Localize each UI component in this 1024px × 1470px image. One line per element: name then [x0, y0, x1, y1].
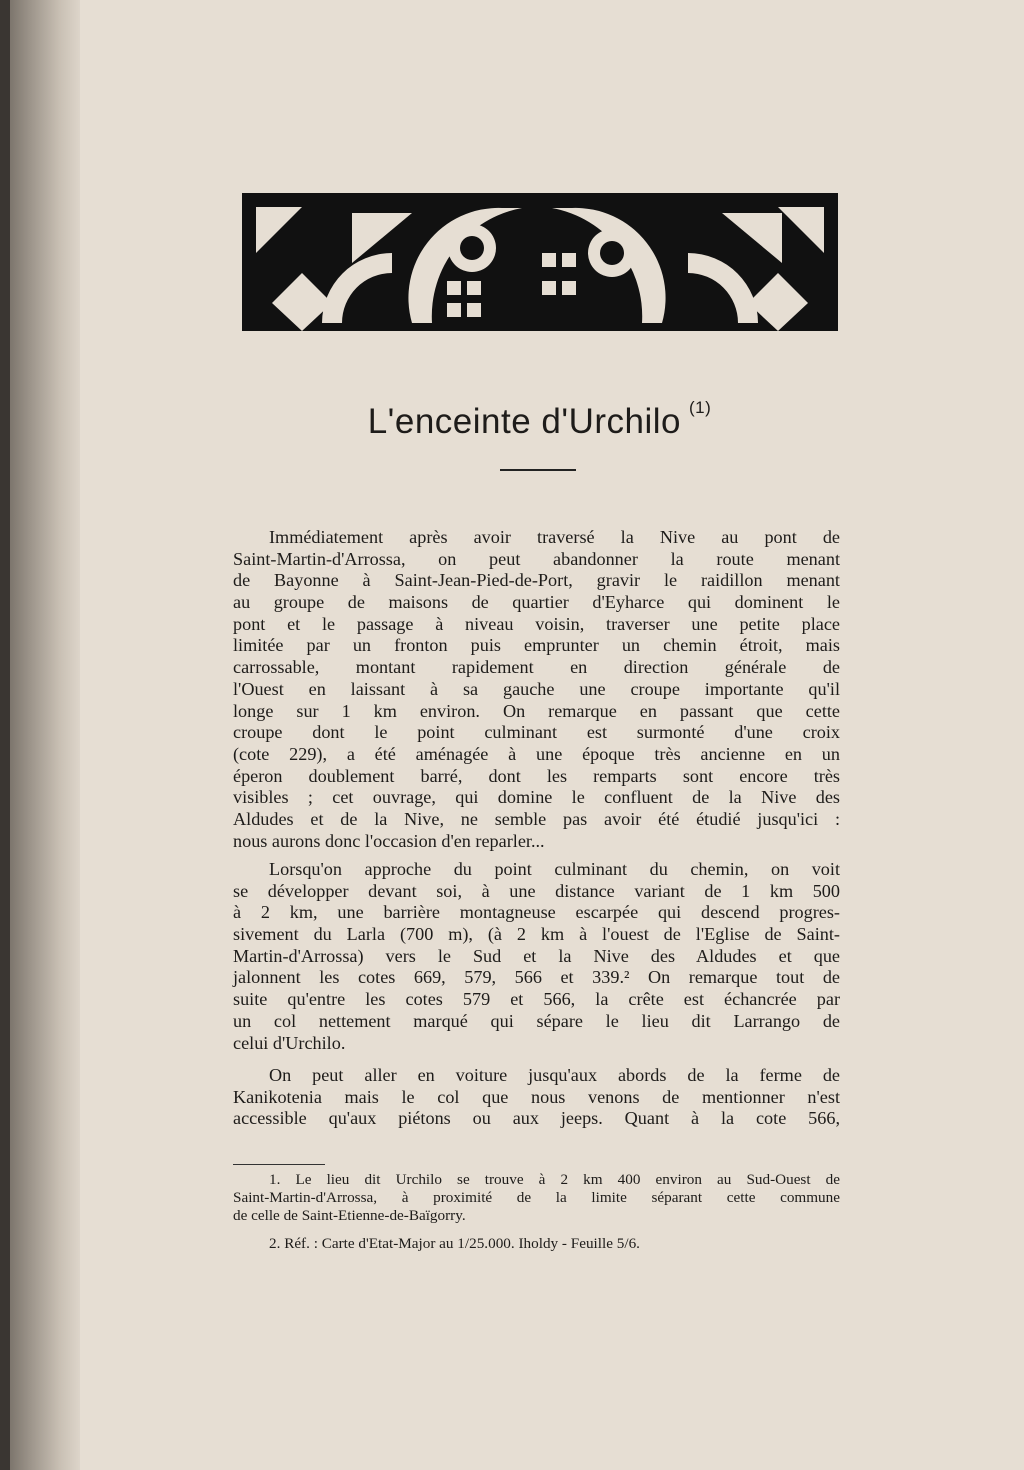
text-line: Lorsqu'on approche du point culminant du chemin, on voit: [269, 859, 840, 879]
paragraph-2: [233, 859, 840, 1054]
text-line: limitée par un fronton puis emprunter un chemin étroit, mais: [233, 635, 840, 656]
text-line: longe sur 1 km environ. On remarque en passant que cette: [233, 700, 840, 721]
text-line: suite qu'entre les cotes 579 et 566, la crête est échancrée par: [233, 989, 840, 1010]
text-line: se développer devant soi, à une distance variant de 1 km 500: [233, 880, 840, 901]
title-divider: [500, 469, 576, 471]
text-line: un col nettement marqué qui sépare le lieu dit Larrango de: [233, 1010, 840, 1031]
footnote-line: 2. Réf. : Carte d'Etat-Major au 1/25.000. Iholdy - Feuille 5/6.: [269, 1235, 640, 1252]
paragraph-3: [233, 1065, 840, 1130]
text-line: accessible qu'aux piétons ou aux jeeps. Quant à la cote 566,: [233, 1108, 840, 1129]
text-line: au groupe de maisons de quartier d'Eyharce qui dominent le: [233, 592, 840, 613]
footnote-2: [233, 1235, 840, 1253]
paragraph-1: [233, 527, 840, 852]
text-line: On peut aller en voiture jusqu'aux abords de la ferme de: [269, 1065, 840, 1085]
footnote-line: 1. Le lieu dit Urchilo se trouve à 2 km 400 environ au Sud-Ouest de: [269, 1171, 840, 1188]
text-line: éperon doublement barré, dont les remparts sont encore très: [233, 765, 840, 786]
text-line: carrossable, montant rapidement en direction générale de: [233, 657, 840, 678]
text-line: Kanikotenia mais le col que nous venons de mentionner n'est: [233, 1086, 840, 1107]
title-footnote-marker: (1): [688, 398, 712, 417]
text-line: de Bayonne à Saint-Jean-Pied-de-Port, gravir le raidillon menant: [233, 570, 840, 591]
text-line: (cote 229), a été aménagée à une époque très ancienne en un: [233, 743, 840, 764]
article-title: [0, 398, 1024, 442]
text-line: Immédiatement après avoir traversé la Nive au pont de: [269, 527, 840, 547]
title-text: L'enceinte d'Urchilo: [367, 402, 681, 441]
text-line: croupe dont le point culminant est surmonté d'une croix: [233, 722, 840, 743]
text-line: Aldudes et de la Nive, ne semble pas avoir été étudié jusqu'ici :: [233, 808, 840, 829]
text-line: nous aurons donc l'occasion d'en reparler...: [233, 830, 545, 851]
text-line: à 2 km, une barrière montagneuse escarpée qui descend progres-: [233, 902, 840, 923]
text-line: sivement du Larla (700 m), (à 2 km à l'ouest de l'Eglise de Saint-: [233, 924, 840, 945]
text-line: l'Ouest en laissant à sa gauche une croupe importante qu'il: [233, 678, 840, 699]
book-spine-shadow: [0, 0, 80, 1470]
decorative-basque-ornament: [242, 193, 838, 331]
page-edge: [0, 0, 10, 1470]
text-line: Saint-Martin-d'Arrossa, on peut abandonner la route menant: [233, 548, 840, 569]
text-line: celui d'Urchilo.: [233, 1032, 346, 1053]
footnote-line: de celle de Saint-Etienne-de-Baïgorry.: [233, 1207, 466, 1224]
footnote-1: [233, 1171, 840, 1225]
text-line: jalonnent les cotes 669, 579, 566 et 339.² On remarque tout de: [233, 967, 840, 988]
text-line: visibles ; cet ouvrage, qui domine le confluent de la Nive des: [233, 787, 840, 808]
text-line: pont et le passage à niveau voisin, traverser une petite place: [233, 613, 840, 634]
footnote-separator: [233, 1164, 325, 1165]
text-line: Martin-d'Arrossa) vers le Sud et la Nive des Aldudes et que: [233, 945, 840, 966]
footnote-line: Saint-Martin-d'Arrossa, à proximité de la limite séparant cette commune: [233, 1189, 840, 1206]
